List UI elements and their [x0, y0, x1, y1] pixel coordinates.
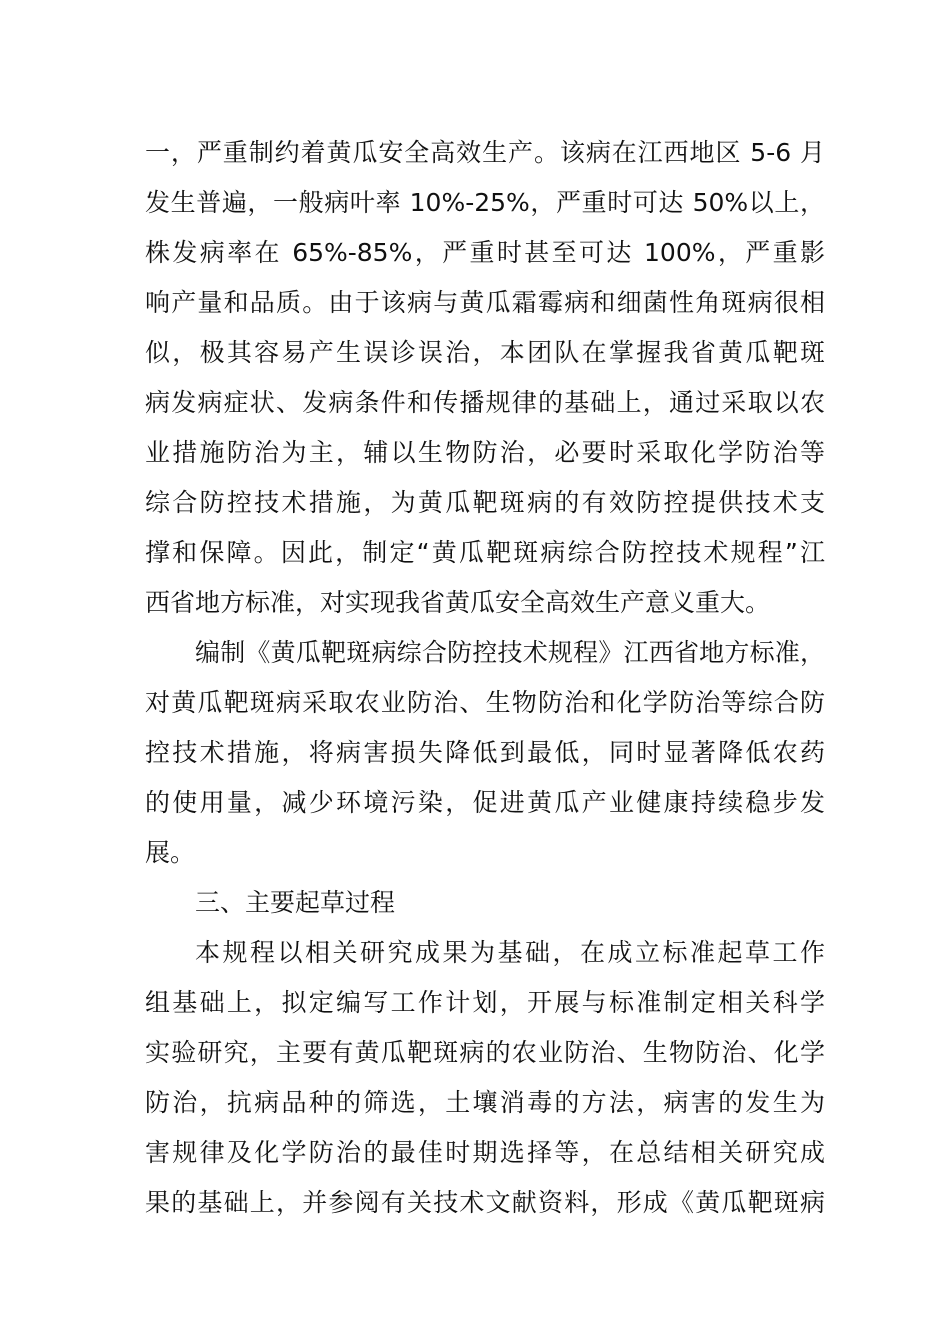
text-line: 三、主要起草过程: [195, 888, 396, 917]
text-line: 实验研究，主要有黄瓜靶斑病的农业防治、生物防治、化学: [145, 1038, 825, 1067]
text-line: 组基础上，拟定编写工作计划，开展与标准制定相关科学: [145, 988, 825, 1017]
text-line: 撑和保障。因此，制定“黄瓜靶斑病综合防控技术规程”江: [145, 538, 825, 567]
text-line: 果的基础上，并参阅有关技术文献资料，形成《黄瓜靶斑病: [145, 1188, 825, 1217]
text-line: 编制《黄瓜靶斑病综合防控技术规程》江西省地方标准，: [195, 638, 825, 667]
text-line: 株发病率在 65%-85%，严重时甚至可达 100%，严重影: [145, 238, 825, 267]
text-line: 似，极其容易产生误诊误治，本团队在掌握我省黄瓜靶斑: [145, 338, 825, 367]
section-heading-drafting-process: [145, 878, 825, 928]
text-line: 本规程以相关研究成果为基础，在成立标准起草工作: [195, 938, 825, 967]
text-line: 业措施防治为主，辅以生物防治，必要时采取化学防治等: [145, 438, 825, 467]
text-line: 害规律及化学防治的最佳时期选择等，在总结相关研究成: [145, 1138, 825, 1167]
text-line: 控技术措施，将病害损失降低到最低，同时显著降低农药: [145, 738, 825, 767]
document-body: [145, 128, 825, 1228]
paragraph-background: [145, 128, 825, 628]
text-line: 响产量和品质。由于该病与黄瓜霜霉病和细菌性角斑病很相: [145, 288, 825, 317]
paragraph-purpose: [145, 628, 825, 878]
text-line: 综合防控技术措施，为黄瓜靶斑病的有效防控提供技术支: [145, 488, 825, 517]
paragraph-drafting-process: [145, 928, 825, 1228]
text-line: 一，严重制约着黄瓜安全高效生产。该病在江西地区 5-6 月: [145, 138, 825, 167]
text-line: 发生普遍，一般病叶率 10%-25%，严重时可达 50%以上，: [145, 188, 825, 217]
text-line: 对黄瓜靶斑病采取农业防治、生物防治和化学防治等综合防: [145, 688, 825, 717]
text-line: 的使用量，减少环境污染，促进黄瓜产业健康持续稳步发: [145, 788, 825, 817]
text-line: 病发病症状、发病条件和传播规律的基础上，通过采取以农: [145, 388, 825, 417]
text-line: 防治，抗病品种的筛选，土壤消毒的方法，病害的发生为: [145, 1088, 825, 1117]
text-line: 展。: [145, 838, 196, 867]
text-line: 西省地方标准，对实现我省黄瓜安全高效生产意义重大。: [145, 588, 771, 617]
